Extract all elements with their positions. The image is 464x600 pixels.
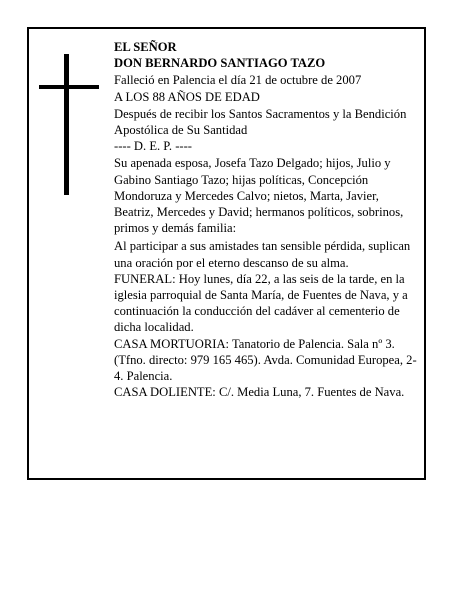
sacraments-paragraph: Después de recibir los Santos Sacramentos y la Bendición Apostólica de Su Santidad — [114, 106, 407, 138]
family-paragraph: Su apenada esposa, Josefa Tazo Delgado; hijos, Julio y Gabino Santiago Tazo; hijas políticas, Concepción Mondoruza y Mercedes Calvo; nietos, Marta, Javier, Beatriz, Mercedes y David; hermanos políticos, sobrinos, primos y demás familia: — [114, 156, 404, 236]
residence-paragraph: CASA DOLIENTE: C/. Media Luna, 7. Fuentes de Nava. — [114, 385, 405, 400]
deceased-name: DON BERNARDO SANTIAGO TAZO — [114, 56, 326, 71]
age-line: A LOS 88 AÑOS DE EDAD — [114, 89, 260, 104]
honorific: EL SEÑOR — [114, 40, 177, 54]
death-line: Falleció en Palencia el día 21 de octubre de 2007 — [114, 73, 362, 88]
cross-horizontal-bar — [39, 85, 99, 89]
rip-line: ---- D. E. P. ---- — [114, 139, 192, 154]
funeral-paragraph: FUNERAL: Hoy lunes, día 22, a las seis de la tarde, en la iglesia parroquial de Santa María, de Fuentes de Nava, y a continuación la conducción del cadáver al cementerio de dicha localidad. — [114, 271, 408, 335]
request-paragraph: Al participar a sus amistades tan sensible pérdida, suplican una oración por el eterno descanso de su alma. — [114, 239, 411, 270]
cross-vertical-bar — [64, 54, 69, 195]
obituary-text — [114, 39, 420, 400]
mortuary-paragraph: CASA MORTUORIA: Tanatorio de Palencia. Sala nº 3. (Tfno. directo: 979 165 465). Avda. Comunidad Europea, 2-4. Palencia. — [114, 336, 417, 384]
